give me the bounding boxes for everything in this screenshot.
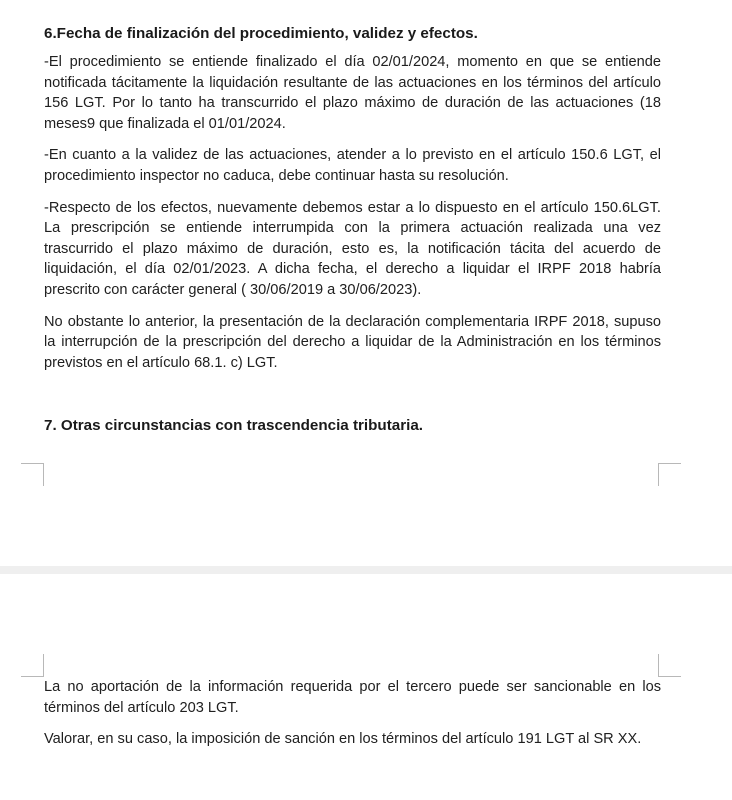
section-6-paragraph-finalization: -El procedimiento se entiende finalizado el día 02/01/2024, momento en que se entiende notificada tácitamente la liquidación resultante de las actuaciones en los términos del artículo 156 LGT. Por lo tanto ha transcurrido el plazo máximo de duración de las actuaciones (18 meses9 que finalizada el 01/01/2024. xyxy=(44,54,661,132)
section-6-heading: 6.Fecha de finalización del procedimiento, validez y efectos. xyxy=(44,25,478,42)
top-right-margin-mark xyxy=(658,654,681,677)
section-7-heading: 7. Otras circunstancias con trascendencia tributaria. xyxy=(44,417,423,435)
section-6-paragraph-validity: -En cuanto a la validez de las actuaciones, atender a lo previsto en el artículo 150.6 LGT, el procedimiento inspector no caduca, debe continuar hasta su resolución. xyxy=(44,147,661,184)
top-left-margin-mark xyxy=(21,654,44,677)
page-2-paragraph-sanction-191: Valorar, en su caso, la imposición de sanción en los términos del artículo 191 LGT al SR XX. xyxy=(44,731,642,748)
page-2-body xyxy=(44,677,661,750)
bottom-left-margin-mark xyxy=(21,463,44,486)
page-2-paragraph-sanction-203: La no aportación de la información requerida por el tercero puede ser sancionable en los términos del artículo 203 LGT. xyxy=(44,679,661,716)
bottom-right-margin-mark xyxy=(658,463,681,486)
page-break-separator xyxy=(0,566,732,574)
page-1-body xyxy=(44,23,661,437)
section-6-paragraph-effects: -Respecto de los efectos, nuevamente debemos estar a lo dispuesto en el artículo 150.6LGT. La prescripción se entiende interrumpida con la primera actuación realizada una vez trascurrido el plazo máximo de duración, esto es, la notificación tácita del acuerdo de liquidación, el día 02/01/2023. A dicha fecha, el derecho a liquidar el IRPF 2018 habría prescrito con carácter general ( 30/06/2019 a 30/06/2023). xyxy=(44,199,661,298)
document-page-2 xyxy=(0,574,732,800)
section-6-paragraph-interruption: No obstante lo anterior, la presentación de la declaración complementaria IRPF 2018, supuso la interrupción de la prescripción del derecho a liquidar de la Administración en los términos previstos en el artículo 68.1. c) LGT. xyxy=(44,313,661,371)
